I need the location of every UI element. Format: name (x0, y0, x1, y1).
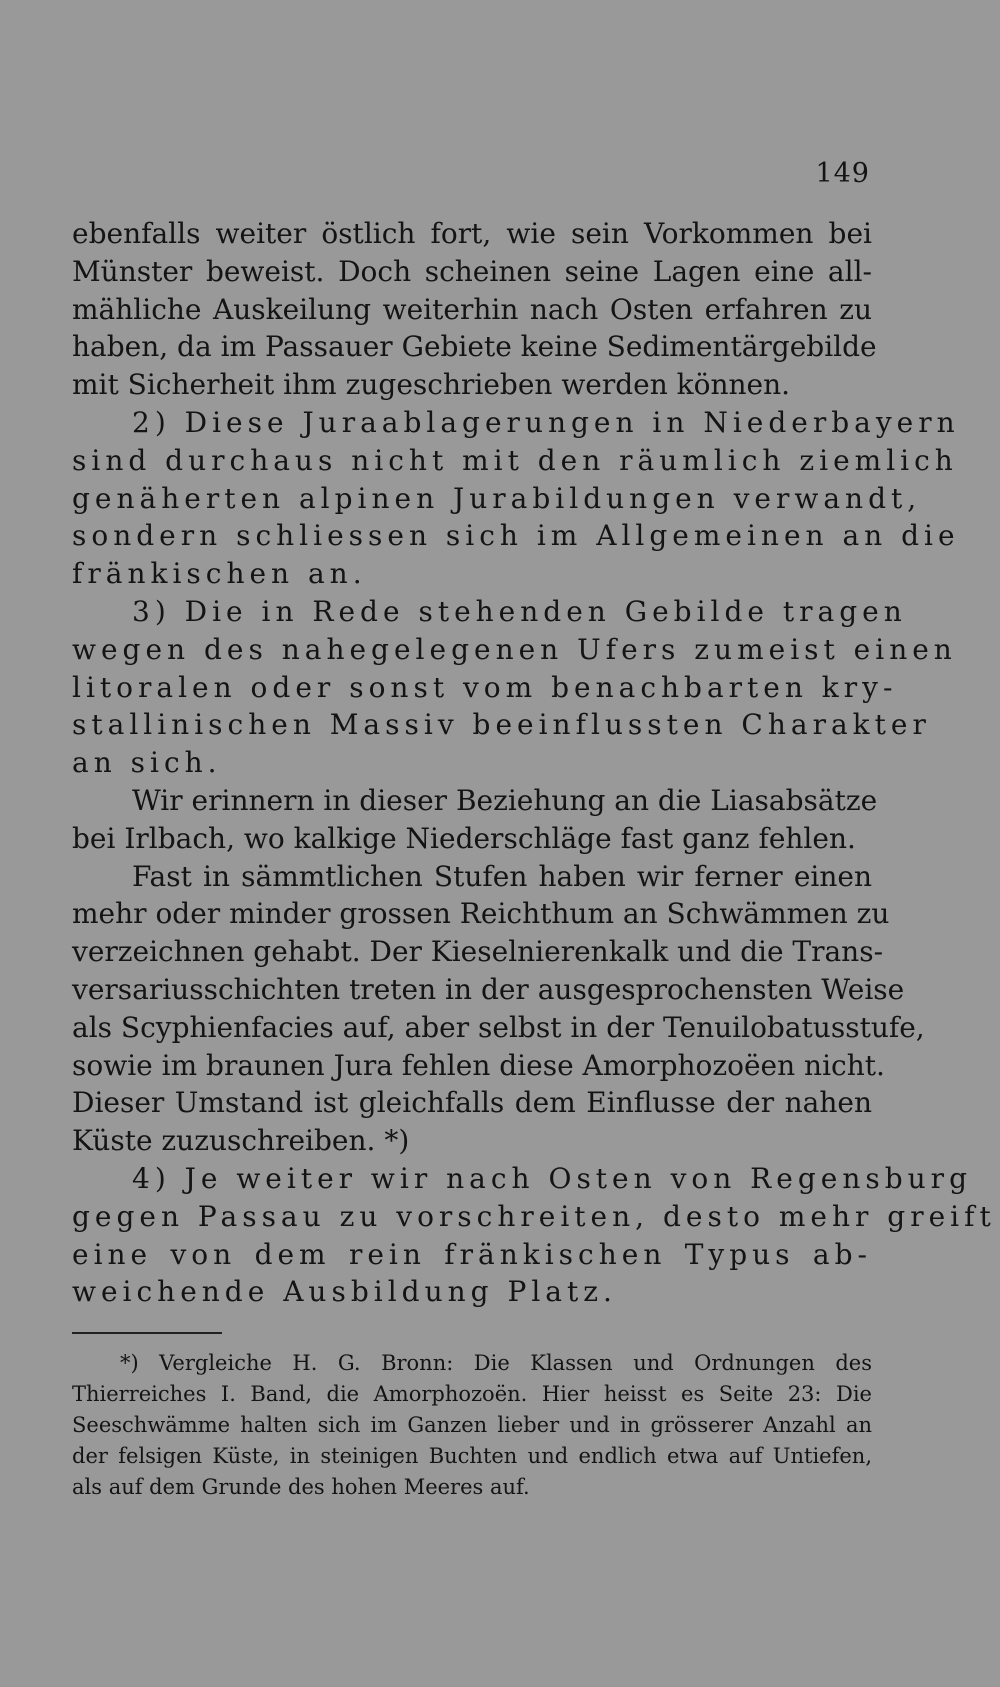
footnote-line: *) Vergleiche H. G. Bronn: Die Klassen und Ordnungen des (120, 1351, 872, 1375)
text-line: 3) Die in Rede stehenden Gebilde tragen (132, 594, 907, 628)
text-line: Wir erinnern in dieser Beziehung an die Liasabsätze (132, 783, 878, 817)
text-line: gegen Passau zu vorschreiten, desto mehr greift (72, 1199, 996, 1233)
footnote-line: als auf dem Grunde des hohen Meeres auf. (72, 1475, 530, 1499)
text-line: sondern schliessen sich im Allgemeinen an die (72, 519, 960, 553)
text-line: sowie im braunen Jura fehlen diese Amorphozoëen nicht. (72, 1048, 885, 1082)
text-line: fränkischen an. (72, 557, 367, 591)
text-line: weichende Ausbildung Platz. (72, 1275, 617, 1309)
text-line: litoralen oder sonst vom benachbarten kry- (72, 670, 898, 704)
text-line: Küste zuzuschreiben. *) (72, 1124, 410, 1158)
text-line: 2) Diese Juraablagerungen in Niederbayern (132, 405, 960, 439)
footnotes (72, 1348, 872, 1503)
footnote-line: Seeschwämme halten sich im Ganzen lieber und in grösserer Anzahl an (72, 1413, 872, 1437)
text-line: haben, da im Passauer Gebiete keine Sedimentärgebilde (72, 330, 877, 364)
text-line: Münster beweist. Doch scheinen seine Lagen eine all- (72, 254, 872, 288)
text-line: ebenfalls weiter östlich fort, wie sein Vorkommen bei (72, 217, 872, 250)
text-line: eine von dem rein fränkischen Typus ab- (72, 1237, 872, 1271)
text-line: Dieser Umstand ist gleichfalls dem Einflusse der nahen (72, 1086, 872, 1120)
text-line: bei Irlbach, wo kalkige Niederschläge fast ganz fehlen. (72, 821, 856, 855)
page-number: 149 (815, 158, 870, 189)
text-line: Fast in sämmtlichen Stufen haben wir ferner einen (132, 859, 872, 893)
text-line: verzeichnen gehabt. Der Kieselnierenkalk und die Trans- (72, 935, 884, 969)
text-line: wegen des nahegelegenen Ufers zumeist einen (72, 632, 957, 666)
footnote-line: Thierreiches I. Band, die Amorphozoën. Hier heisst es Seite 23: Die (72, 1382, 872, 1406)
body-text (72, 215, 996, 1311)
text-line: mit Sicherheit ihm zugeschrieben werden können. (72, 368, 791, 402)
text-line: genäherten alpinen Jurabildungen verwandt, (72, 481, 922, 515)
text-line: mehr oder minder grossen Reichthum an Schwämmen zu (72, 897, 890, 931)
footnote-divider (72, 1332, 222, 1334)
text-line: 4) Je weiter wir nach Osten von Regensburg (132, 1161, 972, 1195)
text-line: sind durchaus nicht mit den räumlich ziemlich (72, 443, 958, 477)
text-line: an sich. (72, 746, 222, 780)
footnote-line: der felsigen Küste, in steinigen Buchten und endlich etwa auf Untiefen, (72, 1444, 872, 1468)
text-line: versariusschichten treten in der ausgesprochensten Weise (72, 972, 905, 1006)
text-line: mähliche Auskeilung weiterhin nach Osten erfahren zu (72, 292, 872, 326)
text-line: als Scyphienfacies auf, aber selbst in der Tenuilobatusstufe, (72, 1010, 925, 1044)
text-line: stallinischen Massiv beeinflussten Charakter (72, 708, 931, 742)
